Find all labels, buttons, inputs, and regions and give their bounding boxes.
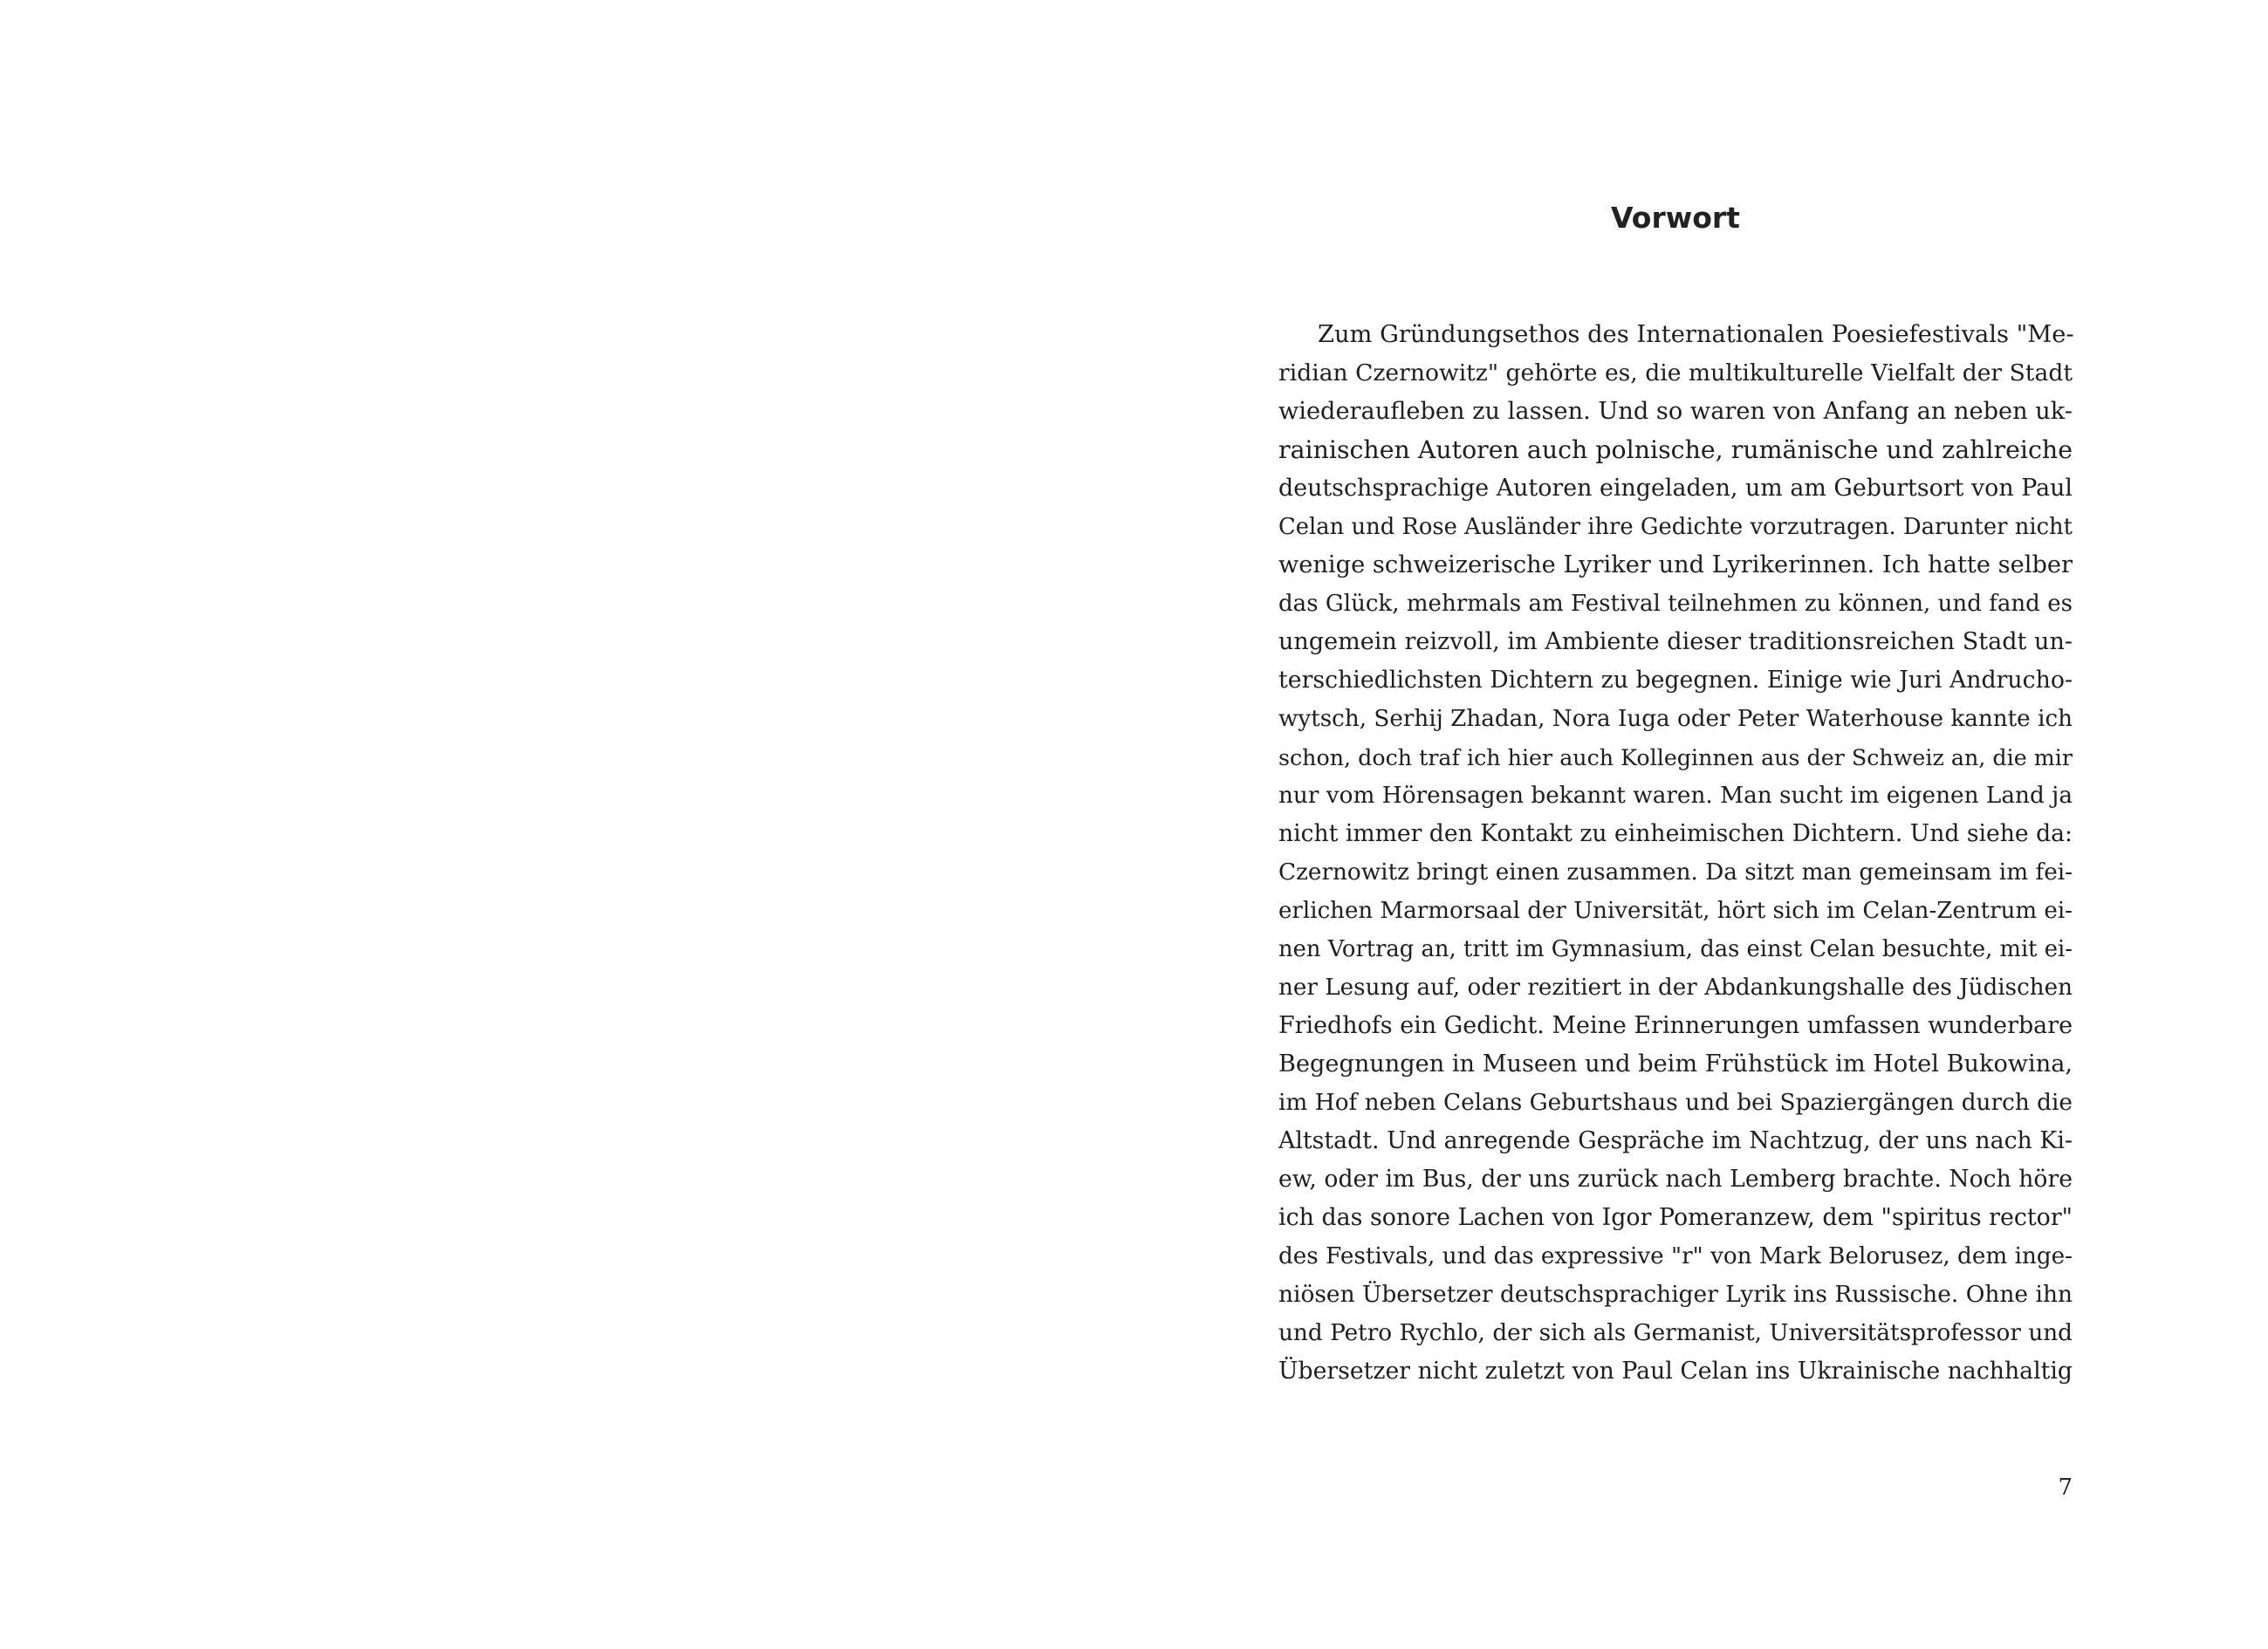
text-line: das Glück, mehrmals am Festival teilnehmen zu können, und fand es [1278, 591, 2073, 617]
text-line: Begegnungen in Museen und beim Frühstück im Hotel Bukowina, [1278, 1050, 2073, 1078]
text-line: Celan und Rose Ausländer ihre Gedichte vorzutragen. Darunter nicht [1278, 514, 2073, 540]
text-line: und Petro Rychlo, der sich als Germanist, Universitätsprofessor und [1278, 1320, 2073, 1346]
text-line: ridian Czernowitz" gehörte es, die multikulturelle Vielfalt der Stadt [1278, 359, 2073, 387]
text-line: wenige schweizerische Lyriker und Lyrikerinnen. Ich hatte selber [1278, 551, 2073, 578]
text-line: rainischen Autoren auch polnische, rumänische und zahlreiche [1278, 435, 2073, 464]
text-line: niösen Übersetzer deutschsprachiger Lyrik ins Russische. Ohne ihn [1278, 1281, 2073, 1308]
text-line: wytsch, Serhij Zhadan, Nora Iuga oder Peter Waterhouse kannte ich [1278, 706, 2073, 732]
text-line: Übersetzer nicht zuletzt von Paul Celan ins Ukrainische nachhaltig [1278, 1358, 2073, 1385]
chapter-heading: Vorwort [1611, 201, 1740, 235]
page-number: 7 [2058, 1475, 2073, 1501]
text-line: Friedhofs ein Gedicht. Meine Erinnerungen umfassen wunderbare [1278, 1012, 2073, 1039]
text-line: nen Vortrag an, tritt im Gymnasium, das einst Celan besuchte, mit ei- [1278, 936, 2073, 962]
text-line: terschiedlichsten Dichtern zu begegnen. Einige wie Juri Andrucho- [1278, 667, 2073, 694]
text-line: deutschsprachige Autoren eingeladen, um am Geburtsort von Paul [1278, 475, 2073, 502]
text-line: Czernowitz bringt einen zusammen. Da sitzt man gemeinsam im fei- [1278, 859, 2073, 886]
text-line: nicht immer den Kontakt zu einheimischen Dichtern. Und siehe da: [1278, 820, 2073, 847]
text-line: erlichen Marmorsaal der Universität, hört sich im Celan-Zentrum ei- [1278, 898, 2073, 924]
text-line: wiederaufleben zu lassen. Und so waren von Anfang an neben uk- [1278, 398, 2073, 425]
text-line: Zum Gründungsethos des Internationalen Poesiefestivals "Me- [1318, 321, 2074, 348]
body-paragraph [1278, 316, 2073, 1391]
text-line: im Hof neben Celans Geburtshaus und bei Spaziergängen durch die [1278, 1090, 2073, 1116]
text-line: ungemein reizvoll, im Ambiente dieser traditionsreichen Stadt un- [1278, 628, 2073, 655]
text-line: ner Lesung auf, oder rezitiert in der Abdankungshalle des Jüdischen [1278, 975, 2073, 1001]
text-line: ich das sonore Lachen von Igor Pomeranzew, dem "spiritus rector" [1278, 1204, 2073, 1231]
text-line: des Festivals, und das expressive "r" von Mark Belorusez, dem inge- [1278, 1243, 2073, 1269]
text-line: schon, doch traf ich hier auch Kolleginnen aus der Schweiz an, die mir [1278, 744, 2073, 770]
text-line: ew, oder im Bus, der uns zurück nach Lemberg brachte. Noch höre [1278, 1166, 2073, 1193]
text-line: nur vom Hörensagen bekannt waren. Man sucht im eigenen Land ja [1278, 783, 2073, 809]
text-line: Altstadt. Und anregende Gespräche im Nachtzug, der uns nach Ki- [1278, 1127, 2073, 1154]
